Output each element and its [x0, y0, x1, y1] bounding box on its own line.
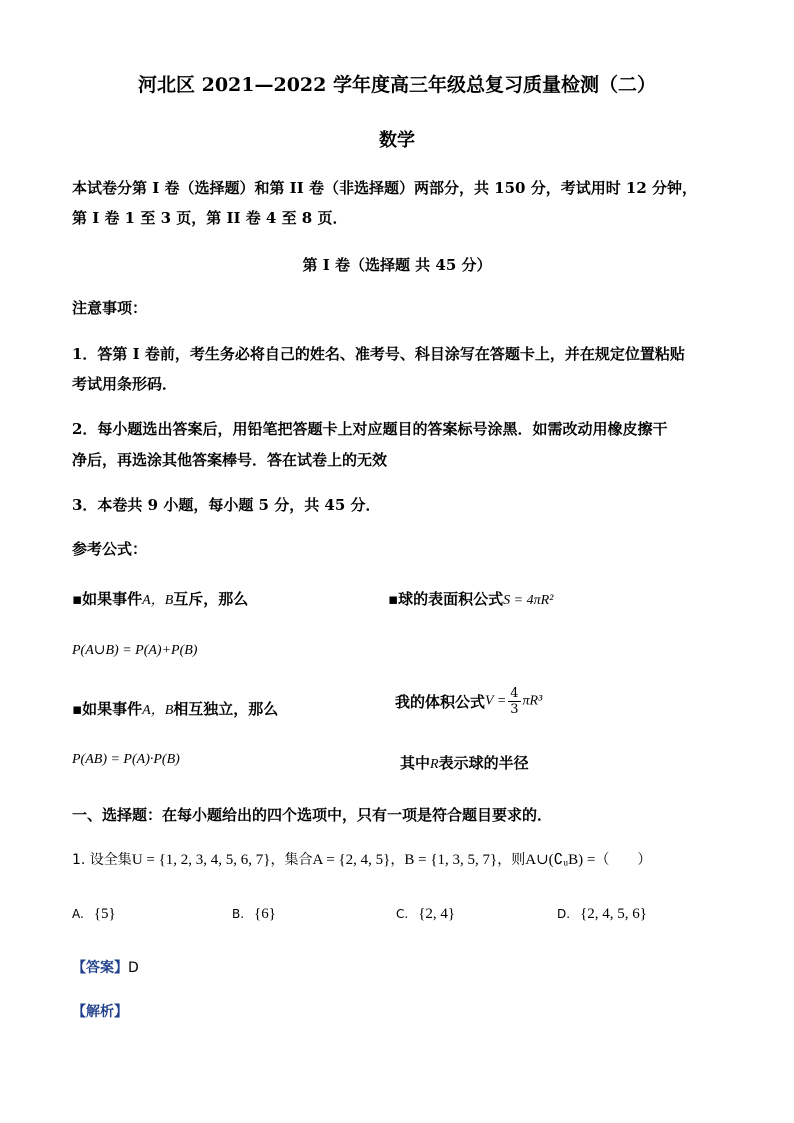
answer-bracket-close: 】	[114, 960, 128, 976]
question-1-mid-3: ，则	[497, 852, 526, 868]
reference-left-2-text: ▪如果事件	[72, 700, 143, 718]
analysis-bracket-close: 】	[114, 1004, 128, 1020]
radius-variable: R	[430, 757, 439, 772]
union-probability-formula: P(A∪B) = P(A)+P(B)	[72, 643, 198, 658]
independent-probability-formula: P(AB) = P(A)·P(B)	[72, 752, 180, 767]
note-item-1-line-2: 考试用条形码．	[72, 375, 178, 393]
reference-heading: 参考公式：	[72, 540, 148, 558]
question-1-prefix: 1. 设全集	[72, 852, 132, 868]
answer-blank: （ ）	[595, 852, 652, 868]
intro-line-2: 第 I 卷 1 至 3 页，第 II 卷 4 至 8 页．	[72, 209, 348, 227]
question-1-expression: A∪(∁ᵤB) =	[525, 852, 596, 868]
intro-line-1: 本试卷分第 I 卷（选择题）和第 II 卷（非选择题）两部分，共 150 分，考试用时 12 分钟，	[72, 179, 698, 197]
reference-right-1	[388, 588, 553, 609]
option-d-letter: D.	[557, 907, 571, 921]
reference-left-1-vars: A，B	[142, 593, 174, 608]
fraction-denominator: 3	[510, 702, 519, 717]
answer-label: 答案	[86, 960, 114, 976]
reference-left-2-vars: A，B	[142, 703, 174, 718]
reference-right-1-text: ▪球的表面积公式	[388, 590, 504, 608]
option-c-value: {2, 4}	[418, 906, 456, 922]
note-item-3: 3．本卷共 9 小题，每小题 5 分，共 45 分．	[72, 496, 381, 514]
reference-right-3-pre: 其中	[400, 754, 431, 772]
option-b-value: {6}	[254, 906, 276, 922]
question-1-mid-2: ，	[390, 852, 405, 868]
question-1-stem	[72, 849, 651, 869]
set-b: B = {1, 3, 5, 7}	[404, 852, 498, 868]
subject-title: 数学	[379, 130, 415, 151]
option-a-value: {5}	[93, 906, 116, 922]
reference-left-1-tail: 互斥，那么	[173, 590, 249, 608]
note-item-1-line-1: 1．答第 I 卷前，考生务必将自己的姓名、准考号、科目涂写在答题卡上，并在规定位置粘贴	[72, 345, 685, 363]
analysis-bracket-open: 【	[72, 1004, 86, 1020]
reference-left-2-tail: 相互独立，那么	[173, 700, 279, 718]
note-item-2-line-1: 2．每小题选出答案后，用铅笔把答题卡上对应题目的答案标号涂黑．如需改动用橡皮擦干	[72, 420, 668, 438]
question-1-mid-1: ，集合	[270, 852, 313, 868]
set-u: U = {1, 2, 3, 4, 5, 6, 7}	[131, 852, 271, 868]
sphere-volume-rhs: πR³	[522, 693, 543, 709]
note-item-2-line-2: 净后，再选涂其他答案棒号．答在试卷上的无效	[72, 451, 388, 469]
sphere-surface-formula: S = 4πR²	[503, 593, 554, 608]
notes-heading: 注意事项：	[72, 299, 148, 317]
section-title: 第 I 卷（选择题 共 45 分）	[302, 256, 492, 274]
reference-right-2-text: 我的体积公式	[395, 693, 486, 711]
reference-right-3-post: 表示球的半径	[438, 754, 529, 772]
analysis-line	[72, 1001, 128, 1021]
part1-heading: 一、选择题：在每小题给出的四个选项中，只有一项是符合题目要求的．	[72, 806, 553, 824]
answer-line	[72, 957, 139, 977]
sphere-volume-lhs: V =	[485, 693, 507, 709]
reference-left-1	[72, 588, 248, 609]
option-d-value: {2, 4, 5, 6}	[580, 906, 647, 922]
option-b-letter: B.	[232, 907, 245, 921]
option-a-letter: A.	[72, 907, 84, 921]
answer-bracket-open: 【	[72, 960, 86, 976]
option-a	[72, 906, 116, 923]
analysis-label: 解析	[86, 1004, 114, 1020]
reference-left-1-text: ▪如果事件	[72, 590, 143, 608]
option-c	[396, 906, 455, 923]
reference-right-2	[395, 686, 542, 717]
set-a: A = {2, 4, 5}	[312, 852, 391, 868]
option-d	[557, 906, 647, 923]
exam-title: 河北区 2021—2022 学年度高三年级总复习质量检测（二）	[138, 74, 656, 96]
option-b	[232, 906, 276, 923]
reference-right-3	[400, 752, 529, 773]
option-c-letter: C.	[396, 907, 409, 921]
reference-left-2	[72, 698, 278, 719]
fraction-numerator: 4	[510, 686, 519, 701]
answer-value: D	[128, 960, 139, 976]
sphere-volume-fraction	[508, 686, 520, 717]
